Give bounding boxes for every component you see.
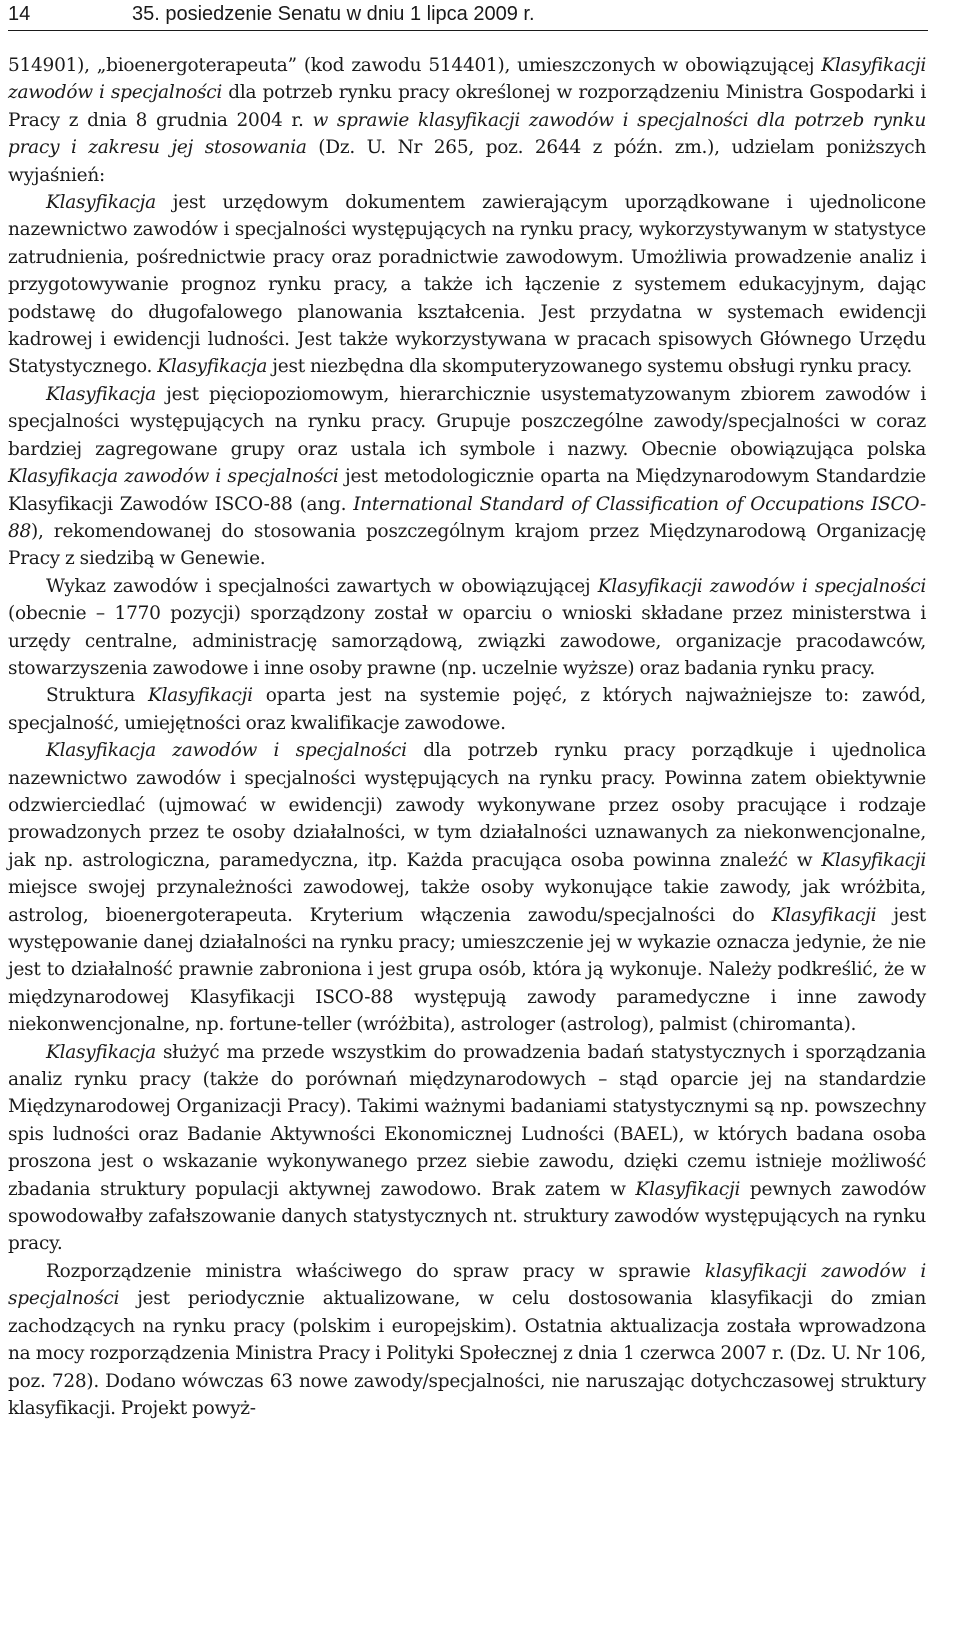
paragraph <box>8 381 926 573</box>
paragraph <box>8 682 926 737</box>
paragraph <box>8 1258 926 1422</box>
italic-text-segment: Klasyfikacja <box>46 383 156 405</box>
paragraph <box>8 52 926 189</box>
text-segment: dla potrzeb rynku pracy porządkuje i ujednolica nazewnictwo zawodów i specjalności występujących na rynku pracy. Powinna zatem obiektywnie odzwierciedlać (ujmować w ewidencji) zawody wykonywane przez osoby pracujące i rodzaje prowadzonych przez te osoby działalności, w tym działalności uznawanych za niekonwencjonalne, jak np. astrologiczna, paramedyczna, itp. Każda pracująca osoba powinna znaleźć w <box>8 740 926 871</box>
italic-text-segment: International Standard of Classification of Occupations ISCO-88 <box>8 493 926 542</box>
paragraph <box>8 737 926 1038</box>
text-segment: jest periodycznie aktualizowane, w celu dostosowania klasyfikacji do zmian zachodzących na rynku pracy (polskim i europejskim). Ostatnia aktualizacja została wprowadzona na mocy rozporządzenia Ministra Pracy i Polityki Społecznej z dnia 1 czerwca 2007 r. (Dz. U. Nr 106, poz. 728). Dodano wówczas 63 nowe zawody/specjalności, nie naruszając dotychczasowej struktury klasyfikacji. Projekt powyż- <box>8 1288 926 1419</box>
header-divider <box>8 30 928 31</box>
text-segment: Struktura <box>46 685 149 707</box>
text-segment: miejsce swojej przynależności zawodowej, także osoby wykonujące takie zawody, jak wróżbita, astrolog, bioenergoterapeuta. Kryterium włączenia zawodu/specjalności do <box>8 877 926 926</box>
text-segment: ), rekomendowanej do stosowania poszczególnym krajom przez Międzynarodową Organizację Pracy z siedzibą w Genewie. <box>8 520 926 570</box>
italic-text-segment: Klasyfikacji <box>148 685 253 707</box>
italic-text-segment: Klasyfikacji zawodów i specjalności <box>8 55 926 104</box>
text-segment: jest występowanie danej działalności na rynku pracy; umieszczenie jej w wykazie oznacza jedynie, że nie jest to działalność prawnie zabroniona i jest grupa osób, która ją wykonuje. Należy podkreślić, że w międzynarodowej Klasyfikacji ISCO-88 występują zawody paramedyczne i inne zawody niekonwencjonalne, np. fortune-teller (wróżbita), astrologer (astrolog), palmist (chiromanta). <box>8 904 926 1036</box>
italic-text-segment: Klasyfikacja <box>46 192 156 214</box>
italic-text-segment: Klasyfikacji <box>635 1178 741 1200</box>
italic-text-segment: w sprawie klasyfikacji zawodów i specjalności dla potrzeb rynku pracy i zakresu jej stosowania <box>8 109 926 159</box>
text-segment: pewnych zawodów spowodowałby zafałszowanie danych statystycznych nt. struktury zawodów występujących na rynku pracy. <box>8 1178 926 1255</box>
paragraph <box>8 189 926 381</box>
text-segment: jest urzędowym dokumentem zawierającym uporządkowane i ujednolicone nazewnictwo zawodów i specjalności występujących na rynku pracy, wykorzystywanym w statystyce zatrudnienia, pośrednictwie pracy oraz poradnictwie zawodowym. Umożliwia prowadzenie analiz i przygotowywanie prognoz rynku pracy, a także ich łączenie z systemem edukacyjnym, dając podstawę do długofalowego planowania kształcenia. Jest przydatna w systemach ewidencji kadrowej i ewidencji ludności. Jest także wykorzystywana w pracach spisowych Głównego Urzędu Statystycznego. <box>8 192 926 378</box>
italic-text-segment: Klasyfikacja zawodów i specjalności <box>46 740 407 762</box>
page-number: 14 <box>8 3 31 25</box>
italic-text-segment: klasyfikacji zawodów i specjalności <box>8 1260 926 1310</box>
text-segment: Rozporządzenie ministra właściwego do spraw pracy w sprawie <box>46 1260 705 1282</box>
text-segment: jest metodologicznie oparta na Międzynarodowym Standardzie Klasyfikacji Zawodów ISCO-88 (ang. <box>8 466 926 515</box>
text-segment: służyć ma przede wszystkim do prowadzenia badań statystycznych i sporządzania analiz rynku pracy (także do porównań międzynarodowych – stąd oparcie jej na standardzie Międzynarodowej Organizacji Pracy). Takimi ważnymi badaniami statystycznymi są np. powszechny spis ludności oraz Badanie Aktywności Ekonomicznej Ludności (BAEL), w których badana osoba proszona jest o wskazanie wykonywanego przez siebie zawodu, dzięki czemu istnieje możliwość zbadania struktury populacji aktywnej zawodowo. Brak zatem w <box>8 1041 926 1200</box>
text-segment: oparta jest na systemie pojęć, z których najważniejsze to: zawód, specjalność, umiejętności oraz kwalifikacje zawodowe. <box>8 685 926 734</box>
paragraph <box>8 573 926 683</box>
italic-text-segment: Klasyfikacji <box>771 904 877 926</box>
italic-text-segment: Klasyfikacja zawodów i specjalności <box>8 466 339 488</box>
paragraph <box>8 1039 926 1258</box>
text-segment: (obecnie – 1770 pozycji) sporządzony został w oparciu o wnioski składane przez ministerstwa i urzędy centralne, administrację samorządową, związki zawodowe, organizacje pracodawców, stowarzyszenia zawodowe i inne osoby prawne (np. uczelnie wyższe) oraz badania rynku pracy. <box>8 603 926 679</box>
italic-text-segment: Klasyfikacja <box>46 1041 156 1063</box>
running-title: 35. posiedzenie Senatu w dniu 1 lipca 2009 r. <box>132 3 535 25</box>
text-segment: Wykaz zawodów i specjalności zawartych w obowiązującej <box>46 575 598 597</box>
text-segment: jest pięciopoziomowym, hierarchicznie usystematyzowanym zbiorem zawodów i specjalności występujących na rynku pracy. Grupuje poszczególne zawody/specjalności w coraz bardziej zagregowane grupy oraz ustala ich symbole i nazwy. Obecnie obowiązująca polska <box>8 383 926 460</box>
body-text <box>8 52 926 1422</box>
italic-text-segment: Klasyfikacji <box>821 849 926 871</box>
page-header <box>8 0 928 30</box>
italic-text-segment: Klasyfikacji zawodów i specjalności <box>597 575 926 597</box>
text-segment: 514901), „bioenergoterapeuta” (kod zawodu 514401), umieszczonych w obowiązującej <box>8 55 822 76</box>
italic-text-segment: Klasyfikacja <box>157 356 268 378</box>
text-segment: (Dz. U. Nr 265, poz. 2644 z późn. zm.), udzielam poniższych wyjaśnień: <box>8 137 926 186</box>
text-segment: dla potrzeb rynku pracy określonej w rozporządzeniu Ministra Gospodarki i Pracy z dnia 8 grudnia 2004 r. <box>8 82 926 131</box>
text-segment: jest niezbędna dla skomputeryzowanego systemu obsługi rynku pracy. <box>267 356 913 378</box>
